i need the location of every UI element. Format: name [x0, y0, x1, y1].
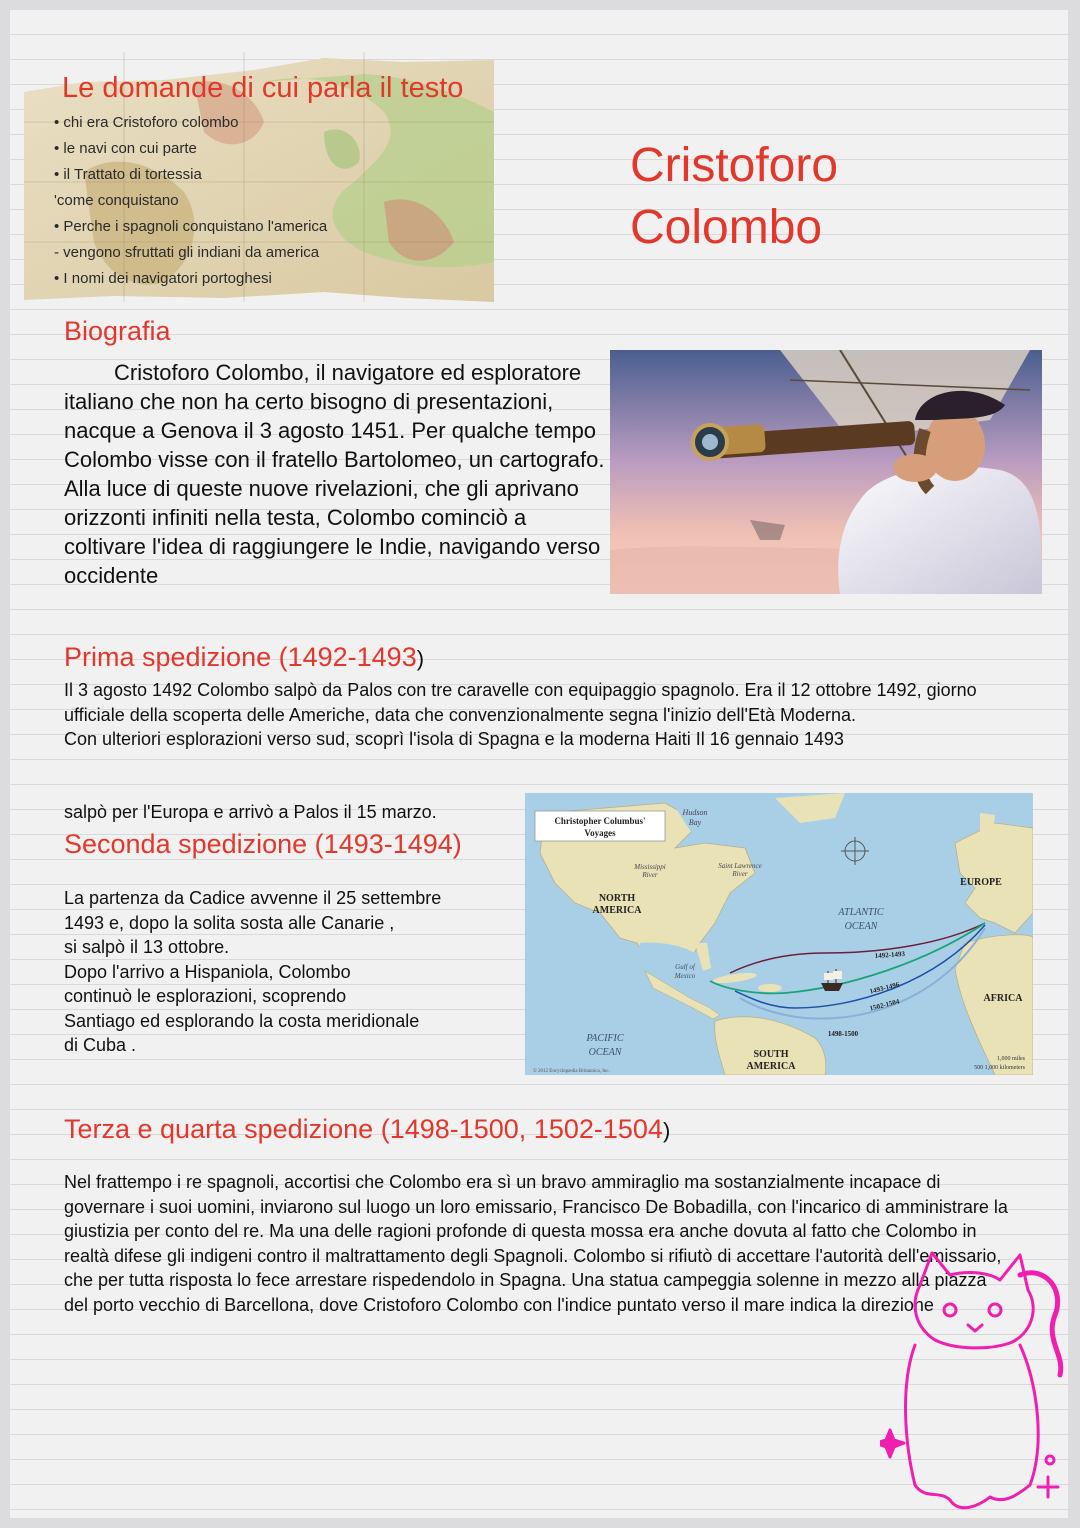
label-voyage-2: 1493-1496 [868, 980, 901, 996]
bio-paragraph: Cristoforo Colombo, il navigatore ed esploratore italiano che non ha certo bisogno di presentazioni, nacque a Genova il 3 agosto 1451. Per qualche tempo Colombo visse con il fratello Bartolomeo, un cartografo. Alla luce di queste nuove rivelazioni, che gli aprivano orizzonti infiniti nella testa, Colombo cominciò a coltivare l'idea di raggiungere le Indie, navigando verso occidente [64, 360, 605, 588]
label-mississippi-river: River [642, 871, 658, 879]
label-voyage-3: 1502-1504 [868, 997, 901, 1013]
list-item: • chi era Cristoforo colombo [54, 114, 239, 131]
label-europe: EUROPE [960, 877, 1002, 888]
voyages-map [525, 793, 1033, 1075]
page-title [630, 135, 930, 259]
label-hudson: Hudson [682, 808, 708, 817]
label-st-lawrence: Saint Lawrence [718, 862, 762, 870]
label-pacific-ocean: OCEAN [588, 1047, 622, 1058]
label-pacific: PACIFIC [586, 1033, 624, 1044]
map-title-line2: Voyages [584, 828, 616, 838]
columbus-illustration [610, 350, 1042, 594]
questions-box [24, 52, 494, 302]
list-item: - vengono sfruttati gli indiani da america [54, 244, 320, 261]
label-atlantic-ocean: OCEAN [844, 921, 878, 932]
prima-paragraph-2: Con ulteriori esplorazioni verso sud, scoprì l'isola di Spagna e la moderna Haiti Il 16 gennaio 1493 [64, 729, 844, 749]
questions-title: Le domande di cui parla il testo [62, 72, 464, 104]
map-copyright: © 2012 Encyclopædia Britannica, Inc. [533, 1069, 610, 1074]
label-st-lawrence-river: River [732, 870, 748, 878]
label-south: SOUTH [753, 1049, 789, 1060]
questions-list [54, 110, 327, 292]
voyages-map-svg [525, 793, 1033, 1075]
list-item: 'come conquistano [54, 192, 179, 209]
list-item: • I nomi dei navigatori portoghesi [54, 270, 272, 287]
list-item: • Perche i spagnoli conquistano l'america [54, 218, 328, 235]
notebook-page [10, 10, 1068, 1518]
prima-paragraph-1: Il 3 agosto 1492 Colombo salpò da Palos con tre caravelle con equipaggio spagnolo. Era il 12 ottobre 1492, giorno ufficiale della scoperta delle Americhe, data che convenzionalmente segna l'inizio dell'Età Moderna. [64, 680, 977, 725]
terza-heading: Terza e quarta spedizione (1498-1500, 1502-1504) [64, 1114, 671, 1144]
seconda-text: La partenza da Cadice avvenne il 25 settembre 1493 e, dopo la solita sosta alle Canarie , si salpò il 13 ottobre. Dopo l'arrivo a Hispaniola, Colombo continuò le esplorazioni, scoprendo Santiago ed esplorando la costa meridionale di Cuba . [64, 888, 442, 1055]
page-title-line2: Colombo [630, 201, 823, 254]
label-voyage-1: 1492-1493 [874, 949, 906, 961]
label-atlantic: ATLANTIC [838, 907, 884, 918]
prima-heading: Prima spedizione (1492-1493) [64, 642, 425, 672]
label-north-america: AMERICA [592, 905, 642, 916]
seconda-heading: Seconda spedizione (1493-1494) [64, 829, 462, 859]
bio-text [64, 358, 614, 590]
scale-miles: 1,000 miles [997, 1056, 1025, 1062]
label-south-america: AMERICA [746, 1061, 796, 1072]
label-gulf-mexico: Mexico [674, 972, 696, 980]
cat-ghost-sticker [880, 1235, 1068, 1518]
terza-text: Nel frattempo i re spagnoli, accortisi che Colombo era sì un bravo ammiraglio ma sostanzialmente incapace di governare i suoi uomini, inviarono sul luogo un loro emissario, Francisco De Bobadilla, con l'incarico di amministrare la giustizia per conto del re. Ma una delle ragioni profonde di questa mossa era anche dovuta al fatto che Colombo in realtà difese gli indigeni contro il maltrattamento degli Spagnoli. Colombo si rifiutò di accettare l'autorità dell'emissario, che per tutta risposta lo fece arrestare rispedendolo in Spagna. Una statua campeggia solenne in mezzo alla piazza del porto vecchio di Barcellona, dove Cristoforo Colombo con l'indice puntato verso il mare indica la direzione [64, 1172, 1008, 1315]
scale-km: 500 1,000 kilometers [974, 1065, 1025, 1071]
list-item: • il Trattato di tortessia [54, 166, 202, 183]
columbus-telescope-image [610, 350, 1042, 594]
label-voyage-4: 1498-1500 [827, 1030, 859, 1038]
label-africa: AFRICA [983, 993, 1023, 1004]
label-hudson-bay: Bay [688, 818, 702, 827]
label-north: NORTH [598, 893, 636, 904]
prima-paragraph-3: salpò per l'Europa e arrivò a Palos il 15 marzo. [64, 802, 437, 822]
map-title-line1: Christopher Columbus' [554, 816, 646, 826]
page-title-line1: Cristoforo [630, 139, 839, 192]
prima-text [64, 678, 1004, 752]
bio-heading: Biografia [64, 316, 171, 346]
label-mississippi: Mississippi [634, 863, 666, 871]
label-gulf: Gulf of [675, 963, 695, 971]
list-item: • le navi con cui parte [54, 140, 197, 157]
